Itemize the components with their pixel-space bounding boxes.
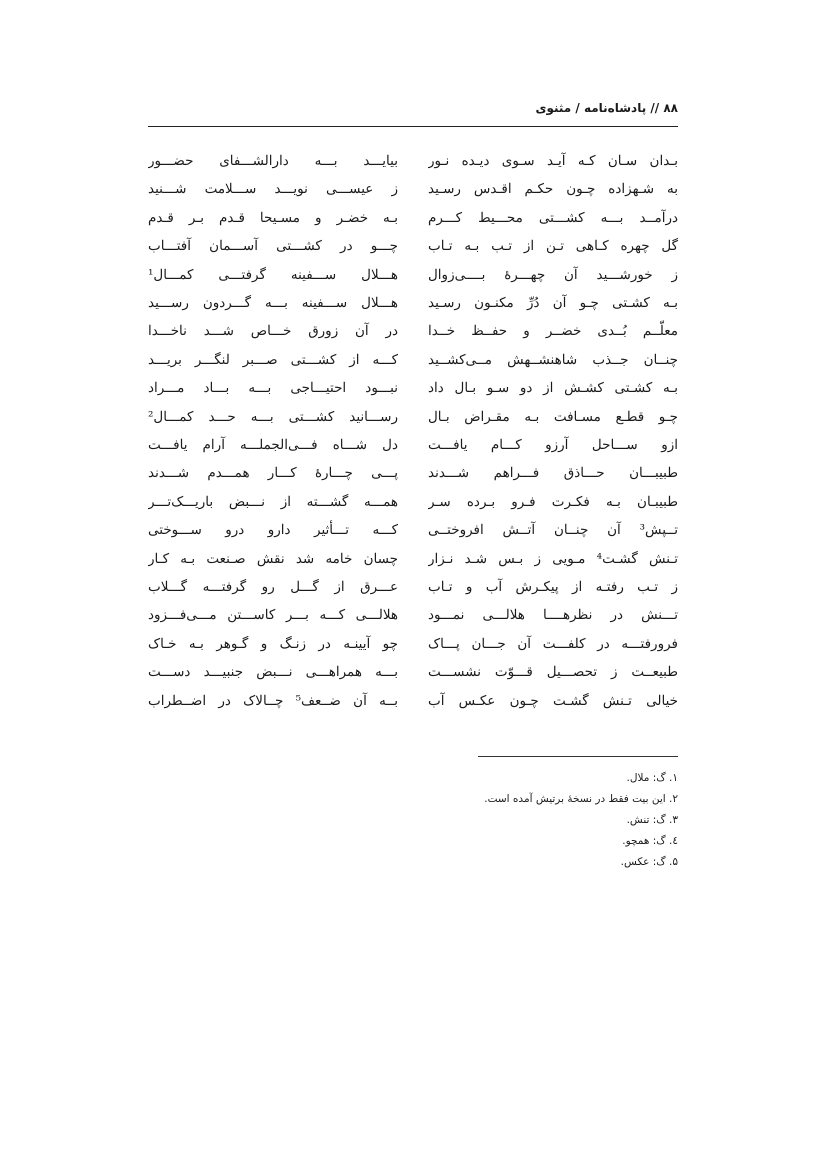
verse-second-hemistich: همـــه گشـــته از نـــبض باریـــک‌تـــر	[148, 493, 398, 510]
verse-first-hemistich: طبیبـــان حـــاذق فـــراهم شـــدند	[428, 465, 678, 482]
verse-first-hemistich: تـــنش در نظرهــــا هلالـــی نمـــود	[428, 607, 678, 624]
verse-first-hemistich: تـنش گشـت⁴ مـویی ز بـس شـد نـزار	[428, 550, 678, 567]
verse-first-hemistich: بـه کشـتی چـو آن دُرِّ مکنـون رسـید	[428, 295, 678, 311]
verse-second-hemistich: هـــلال ســـفینه بـــه گـــردون رســـید	[148, 295, 398, 311]
footnote-item: ۳. گ: تنش.	[626, 814, 678, 826]
verse-second-hemistich: کـــه از کشـــتی صـــبر لنگـــر بریـــد	[148, 351, 398, 368]
verse-second-hemistich: ز عیســـی نویـــد ســـلامت شـــنید	[148, 181, 398, 198]
footnotes	[148, 768, 678, 873]
verse-second-hemistich: بـــه همراهـــی نـــبض جنبیـــد دســـت	[148, 664, 398, 681]
verse-first-hemistich: ز تـب رفتـه از پیکـرش آب و تـاب	[428, 579, 678, 595]
verse-first-hemistich: تــپش³ آن چنــان آتــش افروختــی	[428, 522, 678, 539]
verse-first-hemistich: بـدان سـان کـه آیـد سـوی دیـده نـور	[428, 153, 678, 169]
verse-second-hemistich: چو آیینـه در زنـگ و گـوهر بـه خـاک	[148, 635, 398, 652]
verse-second-hemistich: بیایـــد بـــه دارالشـــفای حضـــور	[148, 153, 398, 169]
verse-first-hemistich: ازو ســـاحل آرزو کـــام یافـــت	[428, 437, 678, 453]
verse-second-hemistich: کـــه تـــأثیر دارو درو ســـوختی	[148, 522, 398, 539]
footnote-item: ۵. گ: عکس.	[620, 856, 678, 868]
verse-second-hemistich: بـه خضـر و مسـیحا قـدم بـر قـدم	[148, 209, 398, 226]
verse-first-hemistich: به شـهزاده چـون حکـم اقـدس رسـید	[428, 181, 678, 198]
verse-first-hemistich: ز خورشـــید آن چهـــرۀ بــــی‌زوال	[428, 266, 678, 283]
verse-first-hemistich: معلّــم بُــدی خضــر و حفــظ خــدا	[428, 323, 678, 340]
verse-first-hemistich: گل چهره کـاهی تـن از تـب بـه تـاب	[428, 238, 678, 255]
verse-second-hemistich: دل شـــاه فـــی‌الجملـــه آرام یافـــت	[148, 437, 398, 453]
verse-second-hemistich: چـــو در کشـــتی آســـمان آفتـــاب	[148, 238, 398, 255]
verse-first-hemistich: چنــان جــذب شاهنشــهش مــی‌کشــید	[428, 351, 678, 368]
verse-second-hemistich: عـــرق از گـــل رو گرفتـــه گـــلاب	[148, 579, 398, 595]
verse-second-hemistich: هلالـــی کـــه بـــر کاســـتن مـــی‌فـــزود	[148, 607, 398, 624]
footnote-item: ۲. این بیت فقط در نسخهٔ برتیش آمده است.	[484, 793, 678, 805]
verse-first-hemistich: طبیعــت ز تحصـــیل قـــوّت نشســـت	[428, 664, 678, 681]
verse-second-hemistich: چسان خامه شد نقش صـنعت بـه کـار	[148, 550, 398, 567]
verse-second-hemistich: نبـــود احتیـــاجی بـــه بـــاد مـــراد	[148, 380, 398, 397]
verse-first-hemistich: چـو قطـع مسـافت بـه مقـراض بـال	[428, 408, 678, 425]
verse-first-hemistich: طبیبـان بـه فکـرت فـرو بـرده سـر	[428, 493, 678, 510]
footnote-item: ۱. گ: ملال.	[626, 772, 678, 784]
verse-second-hemistich: پـــی چـــارۀ کـــار همـــدم شـــدند	[148, 465, 398, 482]
header-divider	[148, 126, 678, 127]
poem-body	[148, 150, 678, 720]
verse-first-hemistich: درآمــد بـــه کشـــتی محـــیط کـــرم	[428, 209, 678, 226]
verse-second-hemistich: رســـانید کشـــتی بـــه حـــد کمـــال²	[148, 408, 398, 425]
footnote-divider	[478, 756, 678, 757]
verse-second-hemistich: بــه آن ضــعف⁵ چــالاک در اضــطراب	[148, 692, 398, 709]
verse-first-hemistich: خیالی تـنش گشـت چـون عکـس آب	[428, 692, 678, 709]
verse-second-hemistich: در آن زورق خـــاص شـــد ناخـــدا	[148, 323, 398, 340]
verse-second-hemistich: هـــلال ســـفینه گرفتـــی کمـــال¹	[148, 266, 398, 283]
footnote-item: ٤. گ: همچو.	[622, 835, 678, 847]
running-head: ۸۸ // پادشاه‌نامه / مثنوی	[535, 101, 678, 115]
verse-first-hemistich: فرورفتـــه در کلفـــت آن جـــان پـــاک	[428, 635, 678, 652]
verse-first-hemistich: بـه کشـتی کشـش از دو سـو بـال داد	[428, 380, 678, 397]
